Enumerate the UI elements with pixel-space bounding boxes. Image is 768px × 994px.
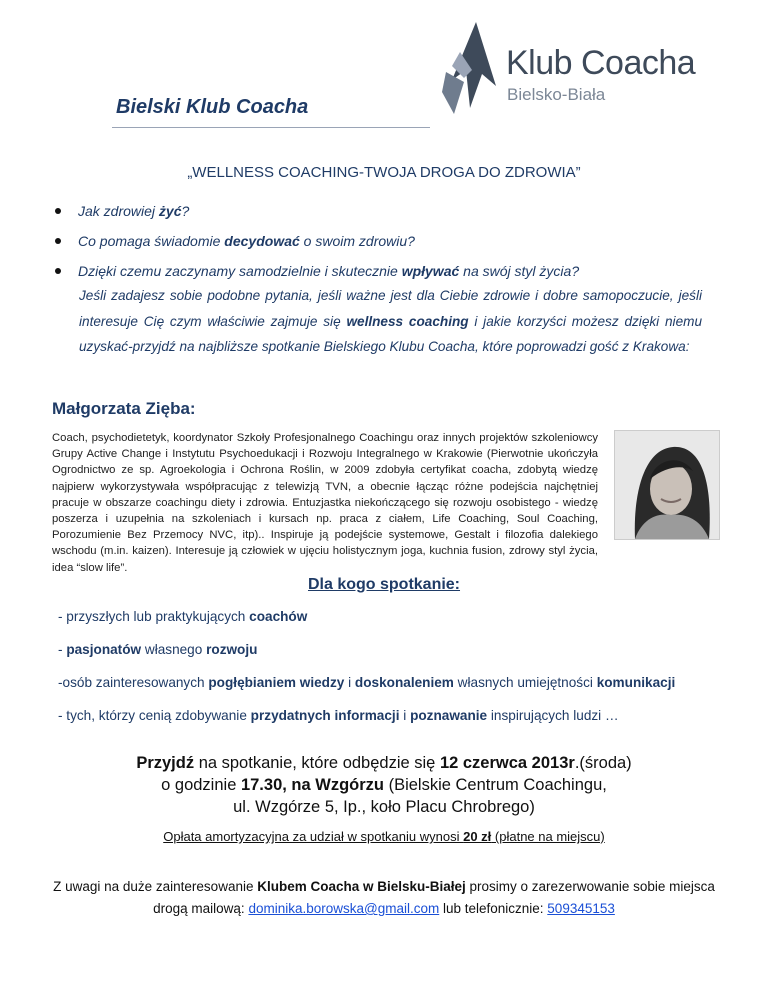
logo-title: Klub Coacha	[506, 44, 696, 82]
list-item: Jak zdrowiej żyć?	[52, 203, 712, 233]
question-list	[52, 203, 712, 293]
fee-info: Opłata amortyzacyjna za udział w spotkaniu wynosi 20 zł (płatne na miejscu)	[163, 829, 605, 844]
speaker-name: Małgorzata Zięba:	[52, 399, 196, 418]
list-item: -osób zainteresowanych pogłębianiem wiedzy i doskonaleniem własnych umiejętności komunikacji	[58, 675, 676, 690]
arrow-logo-icon	[438, 22, 502, 116]
speaker-photo	[614, 430, 720, 540]
audience-list	[58, 608, 728, 740]
bullet-icon	[55, 238, 61, 244]
event-headline: „WELLNESS COACHING-TWOJA DROGA DO ZDROWIA”	[187, 164, 581, 181]
list-item: - przyszłych lub praktykujących coachów	[58, 609, 308, 624]
logo-subtitle: Bielsko-Biała	[507, 85, 606, 104]
bullet-icon	[55, 268, 61, 274]
reservation-info: Z uwagi na duże zainteresowanie Klubem Coacha w Bielsku-Białej prosimy o zarezerwowanie sobie miejsca drogą mailową: dominika.borowska@gmail.com lub telefonicznie: 509345153	[53, 879, 715, 916]
meeting-details: Przyjdź na spotkanie, które odbędzie się 12 czerwca 2013r.(środa) o godzinie 17.30, na Wzgórzu (Bielskie Centrum Coachingu, ul. Wzgórze 5, Ip., koło Placu Chrobrego)	[136, 754, 632, 816]
club-title: Bielski Klub Coacha	[116, 96, 309, 118]
title-divider	[112, 127, 430, 128]
list-item: - tych, którzy cenią zdobywanie przydatnych informacji i poznawanie inspirujących ludzi …	[58, 708, 619, 723]
bullet-icon	[55, 208, 61, 214]
club-logo	[438, 20, 718, 116]
audience-heading: Dla kogo spotkanie:	[307, 576, 461, 593]
list-item: Co pomaga świadomie decydować o swoim zdrowiu?	[52, 233, 712, 263]
list-item: - pasjonatów własnego rozwoju	[58, 642, 258, 657]
list-item: Dzięki czemu zaczynamy samodzielnie i skutecznie wpływać na swój styl życia?	[52, 263, 712, 293]
intro-paragraph: Jeśli zadajesz sobie podobne pytania, jeśli ważne jest dla Ciebie zdrowie i dobre samopoczucie, jeśli interesuje Cię czym właściwie zajmuje się wellness coaching i jakie korzyści możesz dzięki niemu uzyskać-przyjdź na najbliższe spotkanie Bielskiego Klubu Coacha, które poprowadzi gość z Krakowa:	[79, 288, 703, 354]
phone-link[interactable]: 509345153	[547, 901, 615, 916]
email-link[interactable]: dominika.borowska@gmail.com	[248, 901, 440, 916]
speaker-bio: Coach, psychodietetyk, koordynator Szkoły Profesjonalnego Coachingu oraz innych projektów szkoleniowcy Grupy Active Change i Instytutu Psychoedukacji i Rozwoju Integralnego w Krakowie (Pierwotnie ukończyła Ogrodnictwo ze sp. Agroekologia i Ochrona Roślin, w 2009 zdobyła certyfikat coacha, zdobytą wiedzę najpierw wykorzystywała współpracując z telewizją TVN, a obecnie łącząc różne podejścia najchętniej pracuje w obszarze coachingu diety i zdrowia. Entuzjastka niekończącego się rozwoju osobistego - wiedzę poszerza i uzupełnia na szkoleniach i kursach np. praca z ciałem, Life Coaching, Soul Coaching, Porozumienie Bez Przemocy NVC, itp).. Inspiruje ją podejście systemowe, Gestalt i filozofia dalekiego wschodu (m.in. kaizen). Interesuje ją człowiek w ujęciu holistycznym joga, kuchnia fusion, zdrowy styl życia, idea “slow life”.	[52, 432, 598, 574]
